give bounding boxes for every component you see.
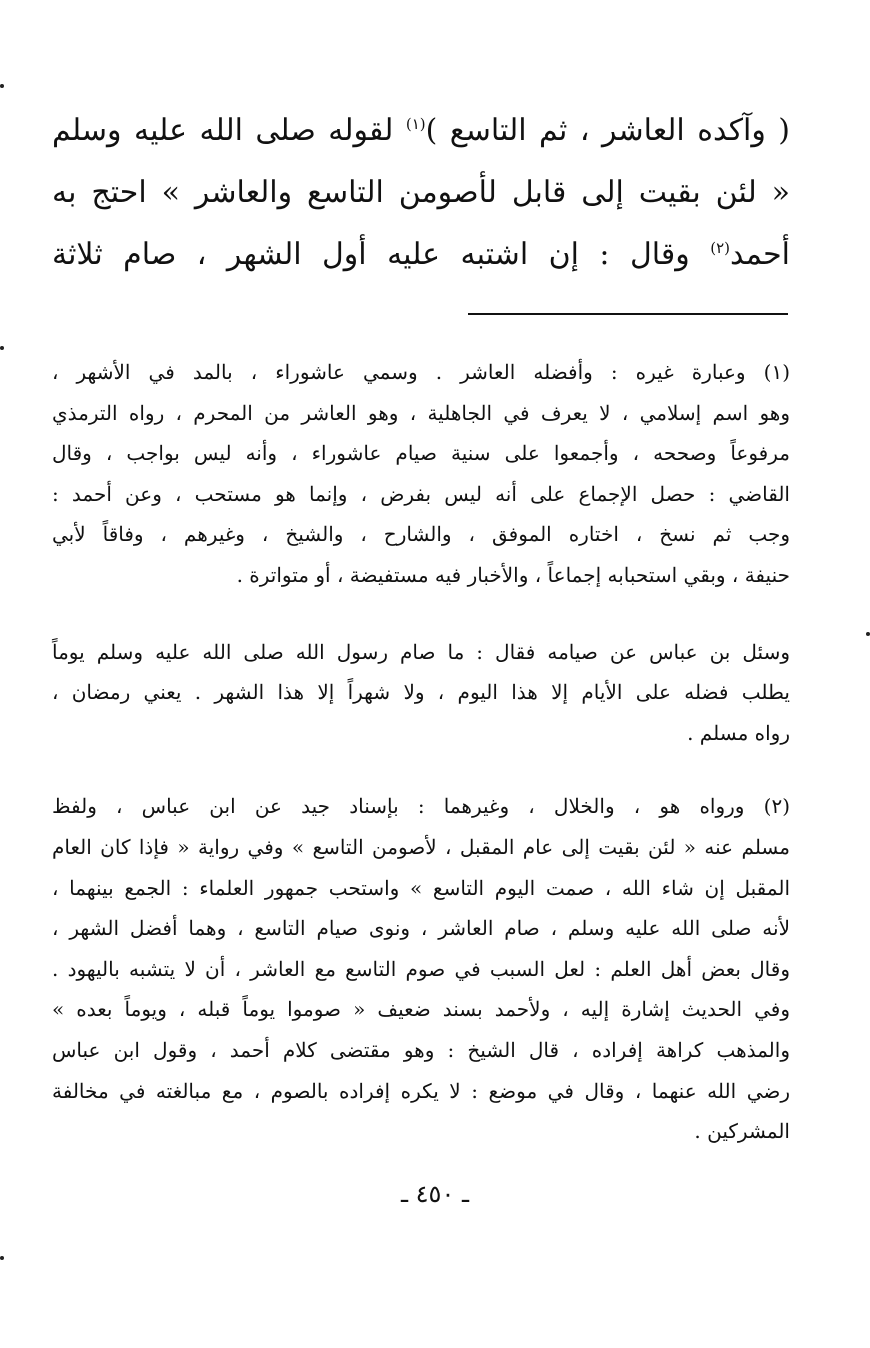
footnote-line: القاضي : حصل الإجماع على أنه ليس بفرض ، وإنما هو مستحب ، وعن أحمد : [52,481,790,506]
main-line [52,100,790,162]
footnote-line: رضي الله عنهما ، وقال في موضع : لا يكره إفراده بالصوم ، مع مبالغته في مخالفة [52,1078,790,1103]
scan-mark [0,84,4,88]
main-line-text: أحمد [730,237,790,272]
footnote-line: والمذهب كراهة إفراده ، قال الشيخ : وهو مقتضى كلام أحمد ، وقول ابن عباس [52,1037,790,1062]
main-line-text: لقوله صلى الله عليه وسلم [52,113,394,148]
footnote-line: وهو اسم إسلامي ، لا يعرف في الجاهلية ، وهو العاشر من المحرم ، رواه الترمذي [52,400,790,425]
footnote-2 [52,786,790,1151]
footnote-line: (٢) ورواه هو ، والخلال ، وغيرهما : بإسناد جيد عن ابن عباس ، ولفظ [52,794,790,819]
footnote-line: وسئل بن عباس عن صيامه فقال : ما صام رسول الله صلى الله عليه وسلم يوماً [52,639,790,664]
footnote-line: (١) وعبارة غيره : وأفضله العاشر . وسمي عاشوراء ، بالمد في الأشهر ، [52,360,790,384]
page-number: ـ ٤٥٠ ـ [400,1180,469,1208]
main-line: « لئن بقيت إلى قابل لأصومن التاسع والعاشر » احتج به [52,175,790,210]
scan-mark [0,1256,4,1260]
footnote-ref: (١) [405,115,426,133]
footnote-separator [468,313,788,315]
main-line-text: وقال : إن اشتبه عليه أول الشهر ، صام ثلاثة [52,237,690,272]
scan-mark [0,346,4,350]
footnote-line: وفي الحديث إشارة إليه ، ولأحمد بسند ضعيف « صوموا يوماً قبله ، ويوماً بعده » [52,997,790,1022]
footnotes [52,352,790,1152]
footnote-line: المشركين . [694,1119,790,1144]
footnote-ref: (٢) [710,239,731,257]
footnote-line: وقال بعض أهل العلم : لعل السبب في صوم التاسع مع العاشر ، أن لا يتشبه باليهود . [52,956,790,981]
footnote-line: مسلم عنه « لئن بقيت إلى عام المقبل ، لأصومن التاسع » وفي رواية « فإذا كان العام [52,834,790,859]
footnote-line: لأنه صلى الله عليه وسلم ، صام العاشر ، ونوى صيام التاسع ، وهما أفضل الشهر ، [52,916,790,941]
footnote-1 [52,352,790,596]
footnote-1-continuation [52,632,790,754]
main-line-text: ( وآكده العاشر ، ثم التاسع ) [425,113,790,148]
footnote-line: يطلب فضله على الأيام إلا هذا اليوم ، ولا شهراً إلا هذا الشهر . يعني رمضان ، [52,680,790,705]
scan-mark [866,632,870,636]
footnote-line: رواه مسلم . [687,720,790,745]
footnote-line: وجب ثم نسخ ، اختاره الموفق ، والشارح ، والشيخ ، وغيرهم ، وفاقاً لأبي [52,522,790,547]
footnote-line: مرفوعاً وصححه ، وأجمعوا على سنية صيام عاشوراء ، وأنه ليس بواجب ، وقال [52,441,790,466]
footnote-line: المقبل إن شاء الله ، صمت اليوم التاسع » واستحب جمهور العلماء : الجمع بينهما ، [52,875,790,900]
main-text [52,100,790,286]
footnote-line: حنيفة ، وبقي استحبابه إجماعاً ، والأخبار فيه مستفيضة ، أو متواترة . [236,562,790,587]
main-line [52,224,790,286]
